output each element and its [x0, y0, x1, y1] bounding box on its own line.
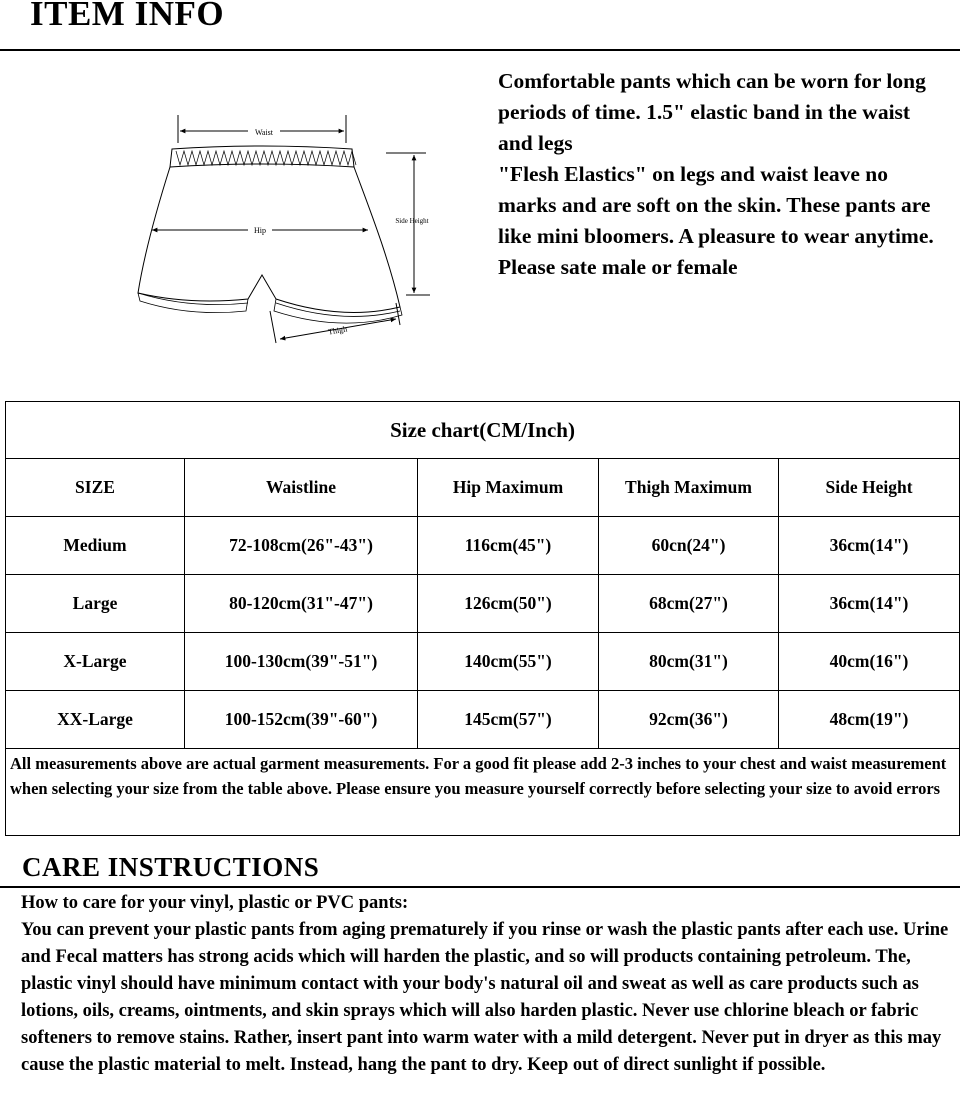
care-instructions	[21, 890, 956, 1079]
table-row	[6, 691, 960, 749]
table-cell: 68cm(27")	[599, 575, 779, 633]
column-header: Hip Maximum	[418, 459, 599, 517]
table-cell: 36cm(14")	[779, 575, 960, 633]
table-cell: 100-152cm(39"-60")	[185, 691, 418, 749]
table-cell: 36cm(14")	[779, 517, 960, 575]
section-divider	[0, 49, 960, 51]
table-cell: 80-120cm(31"-47")	[185, 575, 418, 633]
care-instructions-heading: CARE INSTRUCTIONS	[22, 852, 320, 882]
table-cell: 100-130cm(39"-51")	[185, 633, 418, 691]
size-chart-table	[5, 401, 960, 836]
column-header: SIZE	[6, 459, 185, 517]
table-row	[6, 633, 960, 691]
column-header: Thigh Maximum	[599, 459, 779, 517]
table-cell: 116cm(45")	[418, 517, 599, 575]
table-cell: 92cm(36")	[599, 691, 779, 749]
table-header-row	[6, 459, 960, 517]
column-header: Waistline	[185, 459, 418, 517]
item-info-heading: ITEM INFO	[30, 0, 225, 33]
measurement-note: All measurements above are actual garment measurements. For a good fit please add 2-3 inches to your chest and waist measurement when selecting your size from the table above. Please ensure you measure yourself correctly before selecting your size to avoid errors	[6, 749, 960, 836]
side-height-label: Side Height	[395, 217, 429, 225]
care-intro: How to care for your vinyl, plastic or PVC pants:	[21, 893, 409, 913]
table-cell: 145cm(57")	[418, 691, 599, 749]
table-row	[6, 517, 960, 575]
thigh-label: Thigh	[327, 324, 348, 337]
table-cell: 40cm(16")	[779, 633, 960, 691]
table-cell: 60cn(24")	[599, 517, 779, 575]
product-description: Comfortable pants which can be worn for long periods of time. 1.5" elastic band in the waist and legs "Flesh Elastics" on legs and waist leave no marks and are soft on the skin. These pants are like mini bloomers. A pleasure to wear anytime. Please sate male or female	[498, 69, 934, 279]
table-cell: 140cm(55")	[418, 633, 599, 691]
pants-measurement-diagram	[120, 105, 450, 370]
table-cell: 72-108cm(26"-43")	[185, 517, 418, 575]
table-cell: 80cm(31")	[599, 633, 779, 691]
table-cell: Large	[6, 575, 185, 633]
waist-label: Waist	[254, 128, 274, 137]
table-row	[6, 575, 960, 633]
section-divider	[0, 886, 960, 888]
table-cell: XX-Large	[6, 691, 185, 749]
hip-label: Hip	[254, 226, 266, 235]
care-body: You can prevent your plastic pants from aging prematurely if you rinse or wash the plastic pants after each use. Urine and Fecal matters has strong acids which will harden the plastic, and so will products containing petroleum. The, plastic vinyl should have minimum contact with your body's natural oil and sweat as well as care products such as lotions, oils, creams, ointments, and skin sprays which will also harden plastic. Never use chlorine bleach or fabric softeners to remove stains. Rather, insert pant into warm water with a mild detergent. Never put in dryer as this may cause the plastic material to melt. Instead, hang the pant to dry. Keep out of direct sunlight if possible.	[21, 920, 949, 1075]
table-cell: Medium	[6, 517, 185, 575]
table-cell: 126cm(50")	[418, 575, 599, 633]
table-cell: X-Large	[6, 633, 185, 691]
size-chart-title: Size chart(CM/Inch)	[6, 402, 960, 459]
column-header: Side Height	[779, 459, 960, 517]
table-cell: 48cm(19")	[779, 691, 960, 749]
